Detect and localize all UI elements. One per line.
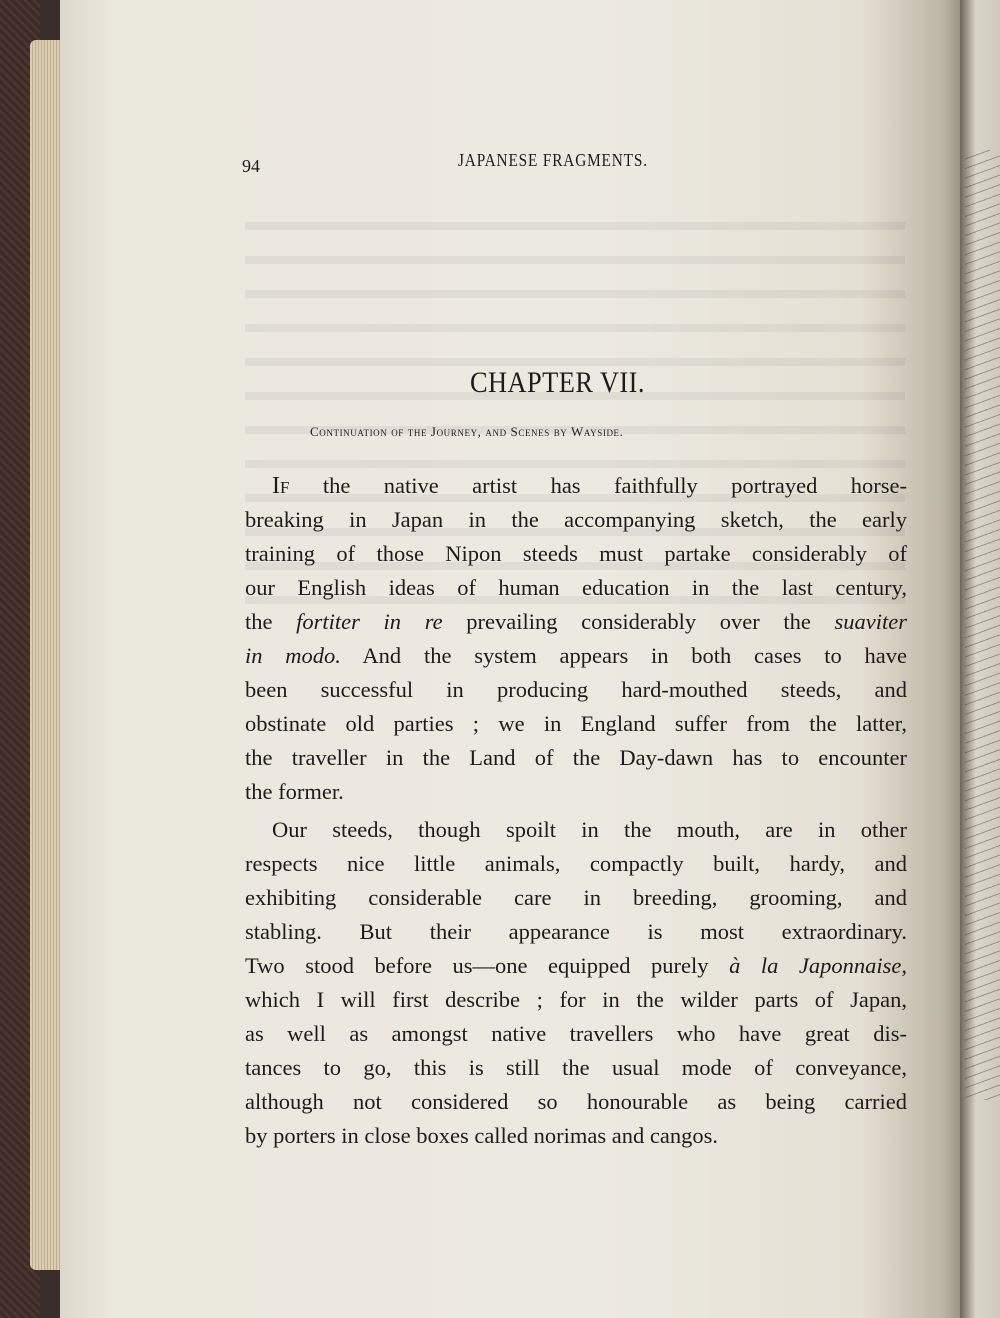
text-segment: the bbox=[245, 609, 297, 634]
italic-text: suaviter bbox=[834, 609, 907, 634]
text-segment: If bbox=[272, 473, 290, 499]
text-line bbox=[245, 537, 907, 571]
paragraph bbox=[245, 813, 907, 1153]
text-segment: breaking in Japan in the accompanying sketch, the early bbox=[245, 507, 907, 532]
text-segment: training of those Nipon steeds must partake considerably of bbox=[245, 541, 907, 566]
italic-text: in modo. bbox=[245, 643, 341, 668]
body-text bbox=[245, 469, 907, 1153]
text-line bbox=[245, 571, 907, 605]
text-segment: Our steeds, though spoilt in the mouth, are in other bbox=[272, 817, 907, 842]
text-segment: although not considered so honourable as being carried bbox=[245, 1089, 907, 1114]
text-line bbox=[245, 983, 907, 1017]
text-segment: been successful in producing hard-mouthed steeds, and bbox=[245, 677, 907, 702]
text-segment: Two stood before us—one equipped purely bbox=[245, 953, 730, 978]
text-segment: the former. bbox=[245, 779, 344, 804]
text-segment: the native artist has faithfully portrayed horse- bbox=[289, 473, 907, 498]
text-segment: which I will first describe ; for in the wilder parts of Japan, bbox=[245, 987, 907, 1012]
text-line bbox=[245, 707, 907, 741]
paragraph bbox=[245, 469, 907, 809]
text-segment: our English ideas of human education in the last century, bbox=[245, 575, 907, 600]
page-number: 94 bbox=[242, 156, 260, 176]
text-line bbox=[245, 639, 907, 673]
text-segment: respects nice little animals, compactly built, hardy, and bbox=[245, 851, 907, 876]
text-line bbox=[245, 469, 907, 503]
text-segment: obstinate old parties ; we in England suffer from the latter, bbox=[245, 711, 907, 736]
text-segment: as well as amongst native travellers who have great dis- bbox=[245, 1021, 907, 1046]
text-segment: exhibiting considerable care in breeding, grooming, and bbox=[245, 885, 907, 910]
text-line bbox=[245, 1085, 907, 1119]
text-segment: the traveller in the Land of the Day-dawn has to encounter bbox=[245, 745, 907, 770]
text-line bbox=[245, 915, 907, 949]
text-line bbox=[245, 605, 907, 639]
text-segment: by porters in close boxes called norimas and cangos. bbox=[245, 1123, 718, 1148]
text-segment: tances to go, this is still the usual mode of conveyance, bbox=[245, 1055, 907, 1080]
italic-text: à la Japonnaise, bbox=[729, 953, 907, 978]
text-line bbox=[245, 949, 907, 983]
text-line bbox=[245, 1119, 907, 1153]
text-line bbox=[245, 813, 907, 847]
facing-page-illustration bbox=[965, 150, 1000, 1100]
italic-text: fortiter in re bbox=[296, 609, 443, 634]
chapter-title: CHAPTER VII. bbox=[470, 366, 645, 399]
running-head: JAPANESE FRAGMENTS. bbox=[458, 150, 648, 170]
text-line bbox=[245, 1051, 907, 1085]
text-line bbox=[245, 847, 907, 881]
text-segment: stabling. But their appearance is most extraordinary. bbox=[245, 919, 907, 944]
text-line bbox=[245, 741, 907, 775]
text-segment: And the system appears in both cases to have bbox=[340, 643, 908, 668]
text-line bbox=[245, 673, 907, 707]
text-line bbox=[245, 881, 907, 915]
text-line bbox=[245, 775, 907, 809]
text-segment: prevailing considerably over the bbox=[442, 609, 835, 634]
text-line bbox=[245, 503, 907, 537]
chapter-subtitle: Continuation of the Journey, and Scenes by Wayside. bbox=[310, 424, 624, 439]
text-line bbox=[245, 1017, 907, 1051]
